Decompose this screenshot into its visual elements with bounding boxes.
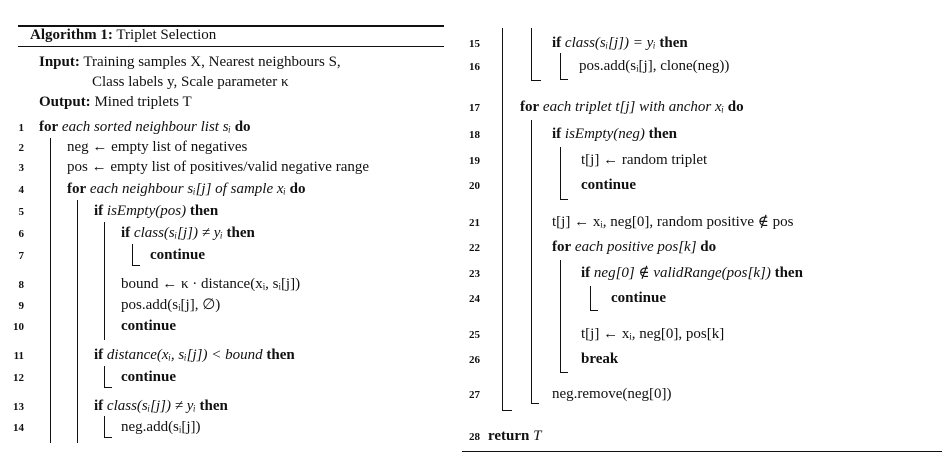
code-line-23 (581, 264, 803, 282)
code-line-19: t[j] ← random triplet (581, 152, 708, 168)
keyword: for (39, 119, 59, 135)
indent-bar (77, 200, 78, 443)
indent-hook (502, 410, 512, 411)
code-line-8: bound ← κ · distance(xᵢ, sᵢ[j]) (121, 276, 301, 292)
keyword: if (121, 225, 131, 241)
code-line-1 (39, 118, 251, 136)
condition: each neighbour sᵢ[j] of sample xᵢ (89, 181, 286, 197)
indent-hook (132, 265, 140, 266)
code-line-24 (611, 289, 666, 307)
keyword: for (520, 99, 540, 115)
output-label: Output: (39, 94, 91, 110)
line-number: 6 (18, 228, 24, 240)
line-number: 14 (13, 422, 24, 434)
indent-hook (531, 403, 539, 404)
keyword: then (659, 35, 688, 51)
code-line-9: pos.add(sᵢ[j], ∅) (121, 297, 221, 313)
line-number: 7 (18, 250, 24, 262)
input-text-2: Class labels y, Scale parameter κ (92, 74, 289, 90)
code-line-12 (121, 368, 176, 386)
return-value: T (533, 428, 542, 444)
input-text-1: Training samples X, Nearest neighbours S, (83, 54, 341, 70)
line-number: 3 (18, 162, 24, 174)
indent-bar (132, 244, 133, 266)
keyword: then (189, 203, 219, 219)
indent-hook (531, 80, 541, 81)
keyword: if (94, 203, 104, 219)
indent-bar (590, 286, 591, 310)
line-number: 16 (469, 61, 480, 73)
algorithm-label: Algorithm 1: (30, 27, 113, 43)
indent-hook (590, 310, 598, 311)
code-line-13 (94, 397, 228, 415)
algorithm-caption (30, 27, 216, 44)
code-line-25: t[j] ← xᵢ, neg[0], pos[k] (581, 326, 725, 342)
code-line-6 (121, 224, 255, 242)
line-number: 28 (469, 431, 480, 443)
code-line-18 (552, 125, 677, 143)
keyword: continue (150, 247, 206, 263)
output-line (39, 93, 192, 111)
line-number: 9 (18, 300, 24, 312)
condition: each positive pos[k] (574, 239, 697, 255)
line-number: 24 (469, 293, 480, 305)
keyword: continue (611, 290, 667, 306)
condition: class(sᵢ[j]) ≠ yᵢ (106, 398, 196, 414)
indent-bar (560, 147, 561, 199)
line-number: 15 (469, 38, 480, 50)
output-text: Mined triplets T (94, 94, 192, 110)
indent-hook (104, 387, 112, 388)
code-line-7 (150, 246, 205, 264)
line-number: 20 (469, 180, 480, 192)
code-line-11 (94, 346, 295, 364)
line-number: 21 (469, 217, 480, 229)
keyword: return (488, 428, 530, 444)
caption-rule (18, 46, 444, 47)
line-number: 19 (469, 155, 480, 167)
code-line-17 (520, 98, 744, 116)
code-line-28 (488, 427, 541, 445)
indent-hook (560, 372, 568, 373)
condition: each triplet t[j] with anchor xᵢ (542, 99, 725, 115)
keyword: for (552, 239, 572, 255)
keyword: then (648, 126, 677, 142)
code-line-21: t[j] ← xᵢ, neg[0], random positive ∉ pos (552, 214, 794, 230)
code-line-22 (552, 238, 716, 256)
code-line-10 (121, 317, 176, 335)
code-line-3: pos ← empty list of positives/valid negative range (67, 159, 370, 175)
line-number: 18 (469, 129, 480, 141)
indent-hook (560, 79, 568, 80)
line-number: 1 (18, 122, 24, 134)
line-number: 25 (469, 329, 480, 341)
line-number: 5 (18, 206, 24, 218)
keyword: then (226, 225, 255, 241)
line-number: 17 (469, 102, 480, 114)
indent-bar (560, 260, 561, 372)
condition: distance(xᵢ, sᵢ[j]) < bound (106, 347, 263, 363)
keyword: do (289, 181, 306, 197)
indent-bar (531, 28, 532, 80)
line-number: 26 (469, 354, 480, 366)
bottom-rule-right (462, 451, 942, 452)
indent-bar (531, 120, 532, 403)
keyword: continue (121, 318, 177, 334)
code-line-4 (67, 180, 305, 198)
indent-bar (104, 222, 105, 340)
indent-bar (104, 366, 105, 388)
code-line-20 (581, 176, 636, 194)
keyword: for (67, 181, 87, 197)
condition: class(sᵢ[j]) = yᵢ (564, 35, 656, 51)
line-number: 27 (469, 389, 480, 401)
line-number: 8 (18, 279, 24, 291)
keyword: do (234, 119, 251, 135)
indent-bar (50, 138, 51, 443)
line-number: 4 (18, 184, 24, 196)
keyword: then (266, 347, 295, 363)
keyword: continue (121, 369, 177, 385)
keyword: if (94, 398, 104, 414)
keyword: do (700, 239, 717, 255)
code-line-5 (94, 202, 218, 220)
indent-bar (502, 28, 503, 410)
condition: each sorted neighbour list sᵢ (61, 119, 231, 135)
condition: neg[0] ∉ validRange(pos[k]) (593, 265, 771, 281)
keyword: if (581, 265, 591, 281)
code-line-26 (581, 350, 618, 368)
keyword: then (774, 265, 803, 281)
indent-hook (104, 437, 112, 438)
keyword: if (94, 347, 104, 363)
line-number: 13 (13, 401, 24, 413)
line-number: 12 (13, 372, 24, 384)
keyword: break (581, 351, 619, 367)
condition: class(sᵢ[j]) ≠ yᵢ (133, 225, 223, 241)
line-number: 10 (13, 321, 24, 333)
condition: isEmpty(pos) (106, 203, 187, 219)
keyword: continue (581, 177, 637, 193)
input-line-2 (92, 73, 289, 91)
keyword: do (727, 99, 744, 115)
code-line-27: neg.remove(neg[0]) (552, 386, 672, 402)
code-line-14: neg.add(sᵢ[j]) (121, 419, 201, 435)
line-number: 2 (18, 142, 24, 154)
input-label: Input: (39, 54, 80, 70)
keyword: then (199, 398, 228, 414)
line-number: 22 (469, 242, 480, 254)
code-line-15 (552, 34, 688, 52)
code-line-2: neg ← empty list of negatives (67, 139, 248, 155)
indent-hook (560, 199, 568, 200)
line-number: 23 (469, 268, 480, 280)
keyword: if (552, 126, 562, 142)
algorithm-title: Triplet Selection (116, 27, 217, 43)
keyword: if (552, 35, 562, 51)
indent-bar (104, 416, 105, 438)
line-number: 11 (13, 350, 24, 362)
indent-bar (560, 53, 561, 79)
condition: isEmpty(neg) (564, 126, 645, 142)
code-line-16: pos.add(sᵢ[j], clone(neg)) (579, 58, 730, 74)
input-line (39, 53, 341, 71)
